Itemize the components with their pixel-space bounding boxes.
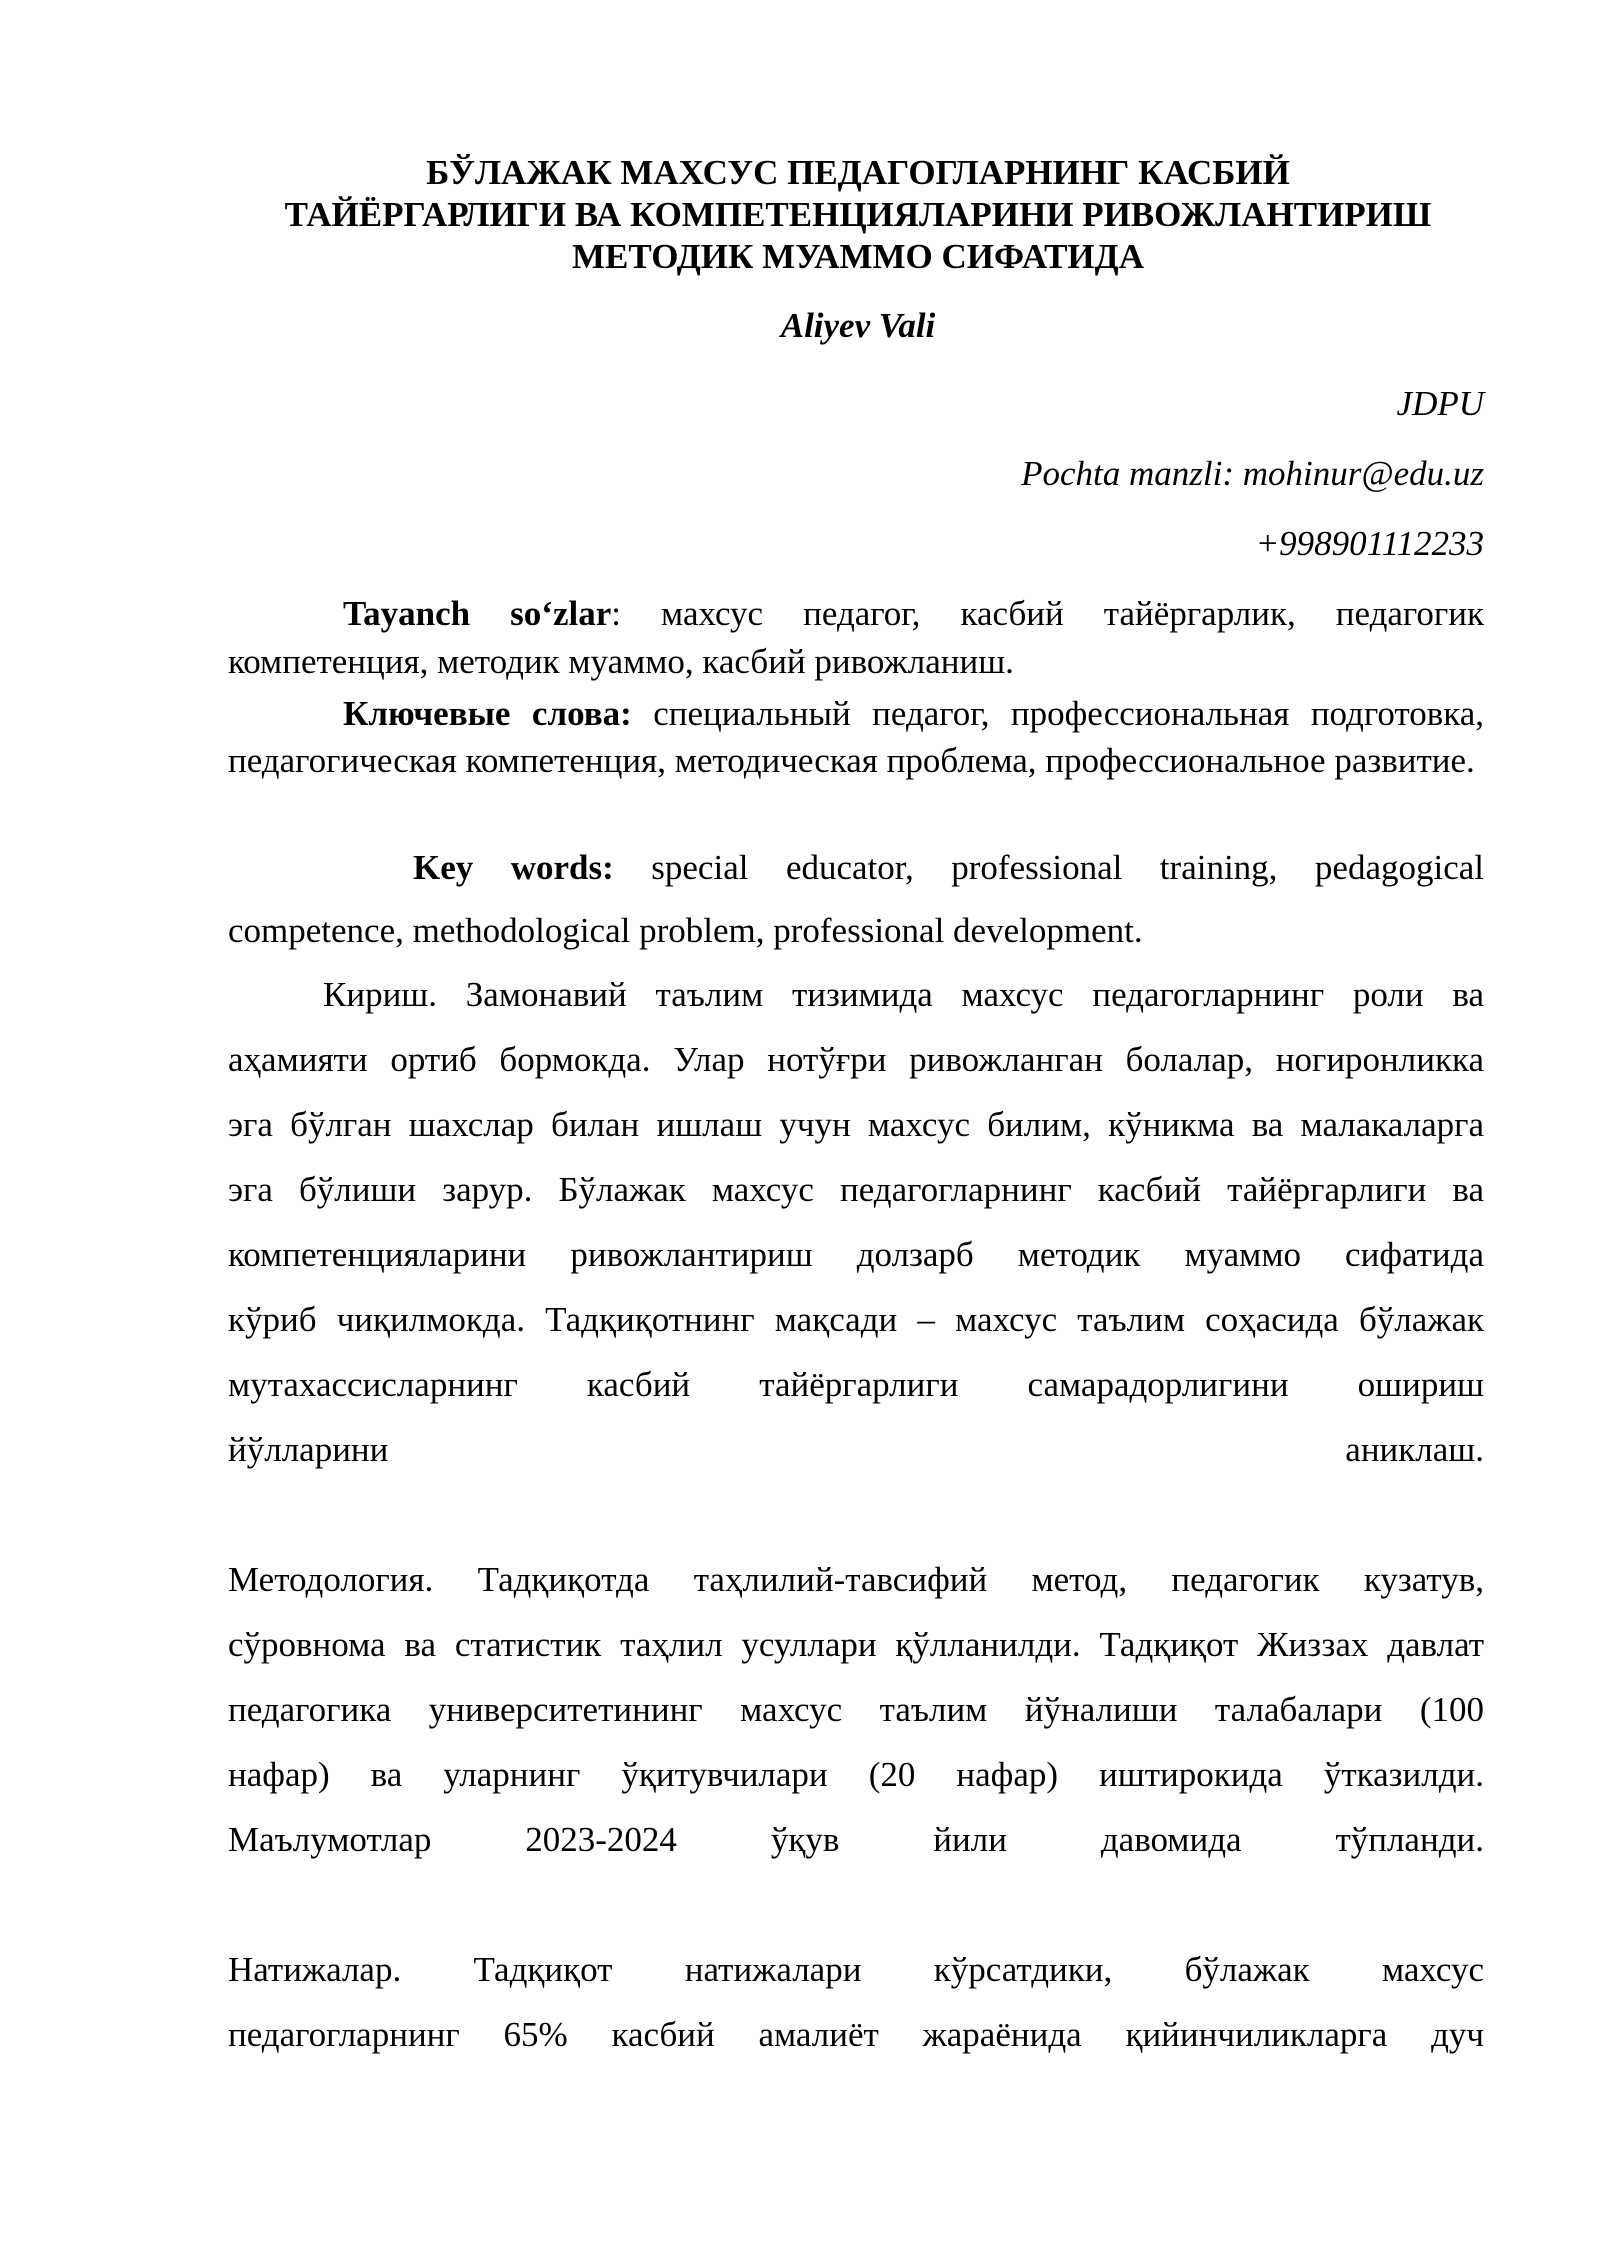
method-line: нафар) ва уларнинг ўқитувчилари (20 нафар) иштирокида ўтказилди. [228, 1755, 1484, 1794]
intro-line: эга бўлган шахслар билан ишлаш учун махсус билим, кўникма ва малакаларга [228, 1105, 1484, 1144]
keywords-uzbek-text: махсус педагог, касбий тайёргарлик, педагогик компетенция, методик муаммо, касбий ривожланиш. [228, 594, 1484, 681]
introduction-paragraph [228, 962, 1484, 1482]
method-line: сўровнома ва статистик таҳлил усуллари қўлланилди. Тадқиқот Жиззах давлат [228, 1625, 1484, 1664]
method-line: педагогика университетининг махсус таълим йўналиши талабалари (100 [228, 1690, 1484, 1729]
title-line-1: БЎЛАЖАК МАХСУС ПЕДАГОГЛАРНИНГ КАСБИЙ [426, 153, 1290, 192]
affiliation: JDPU [1396, 384, 1484, 423]
intro-line: йўлларини аниклаш. [228, 1430, 1484, 1469]
phone-number: +998901112233 [1255, 524, 1484, 563]
keywords-russian-label: Ключевые слова: [343, 694, 632, 733]
keywords-english-text: special educator, professional training, pedagogical competence, methodological problem, professional development. [228, 848, 1484, 950]
intro-line: аҳамияти ортиб бормокда. Улар нотўғри ривожланган болалар, ногиронликка [228, 1040, 1484, 1079]
methodology-paragraph [228, 1547, 1484, 1872]
intro-line: эга бўлиши зарур. Бўлажак махсус педагогларнинг касбий тайёргарлиги ва [228, 1170, 1484, 1209]
email-line: Pochta manzli: mohinur@edu.uz [1021, 454, 1484, 493]
method-line: Методология. Тадқиқотда таҳлилий-тавсифий метод, педагогик кузатув, [228, 1560, 1484, 1599]
method-line: Маълумотлар 2023-2024 ўқув йили давомида тўпланди. [228, 1820, 1484, 1859]
title-line-3: МЕТОДИК МУАММО СИФАТИДА [571, 237, 1144, 276]
results-line: педагогларнинг 65% касбий амалиёт жараёнида қийинчиликларга дуч [228, 2015, 1484, 2054]
intro-line: кўриб чиқилмокда. Тадқиқотнинг мақсади – махсус таълим соҳасида бўлажак [228, 1300, 1484, 1339]
keywords-uzbek [228, 590, 1484, 686]
title-line-2: ТАЙЁРГАРЛИГИ ВА КОМПЕТЕНЦИЯЛАРИНИ РИВОЖЛАНТИРИШ [284, 195, 1432, 234]
author-name: Aliyev Vali [780, 306, 936, 345]
keywords-russian-text: специальный педагог, профессиональная подготовка, педагогическая компетенция, методическая проблема, профессиональное развитие. [228, 694, 1484, 780]
keywords-uzbek-label: Tayanch so‘zlar [343, 594, 612, 633]
keywords-russian [228, 690, 1484, 784]
keywords-uzbek-separator: : [611, 594, 662, 633]
intro-line: мутахассисларнинг касбий тайёргарлиги самарадорлигини ошириш [228, 1365, 1484, 1404]
paper-title [228, 152, 1488, 278]
results-line: Натижалар. Тадқиқот натижалари кўрсатдики, бўлажак махсус [228, 1950, 1484, 1989]
keywords-english-label: Key words: [413, 848, 614, 887]
intro-line: компетенцияларини ривожлантириш долзарб методик муаммо сифатида [228, 1235, 1484, 1274]
keywords-english [228, 836, 1484, 962]
results-paragraph [228, 1937, 1484, 2067]
intro-line: Кириш. Замонавий таълим тизимида махсус педагогларнинг роли ва [323, 975, 1484, 1014]
